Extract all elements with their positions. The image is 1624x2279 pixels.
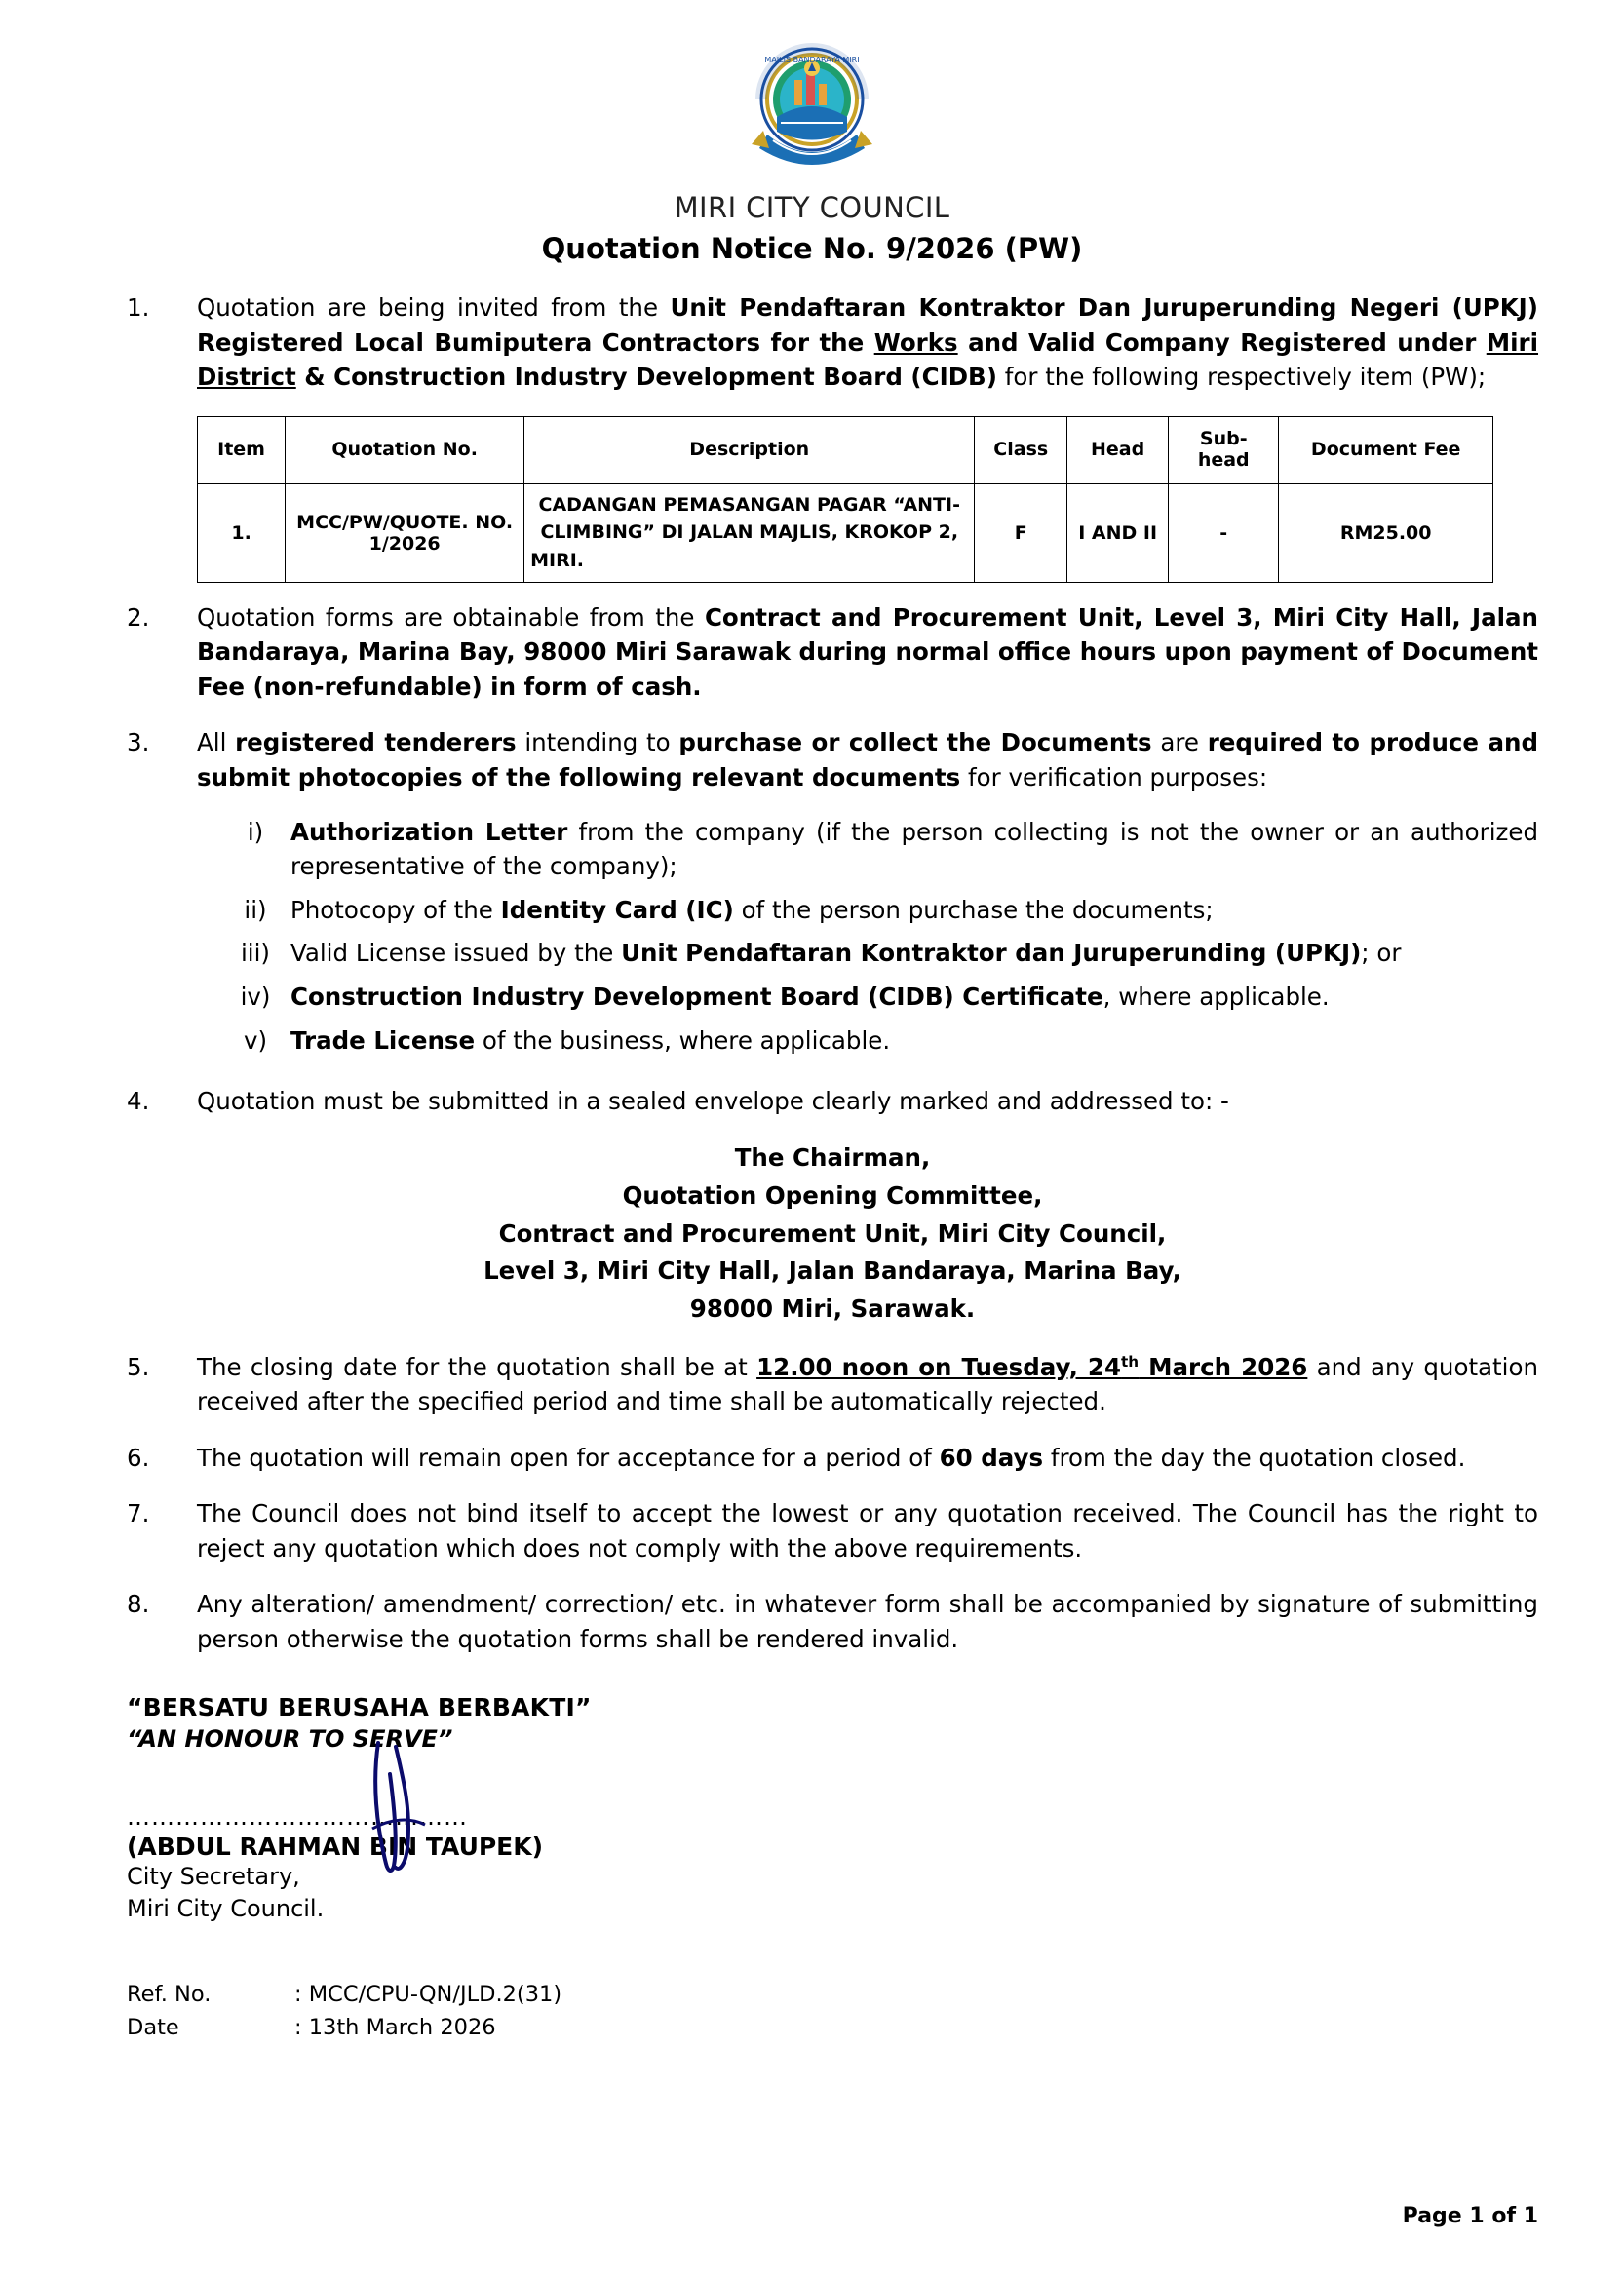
document-header xyxy=(0,191,1624,265)
list-item-text-v: Trade License of the business, where applicable. xyxy=(290,1026,891,1056)
list-item xyxy=(220,981,1538,1015)
motto-line-2: “AN HONOUR TO SERVE” xyxy=(127,1725,453,1754)
clause-7-text: The Council does not bind itself to accept the lowest or any quotation received. The Council has the right to reject any quotation which does not comply with the above requirements. xyxy=(197,1499,1538,1563)
clause-1-text: Quotation are being invited from the Unit Pendaftaran Kontraktor Dan Juruperunding Negeri (UPKJ) Registered Local Bumiputera Contractors for the Works and Valid Company Registered under Miri District & Construction Industry Development Board (CIDB) for the following respectively item (PW); xyxy=(197,293,1539,392)
svg-text:MAJLIS BANDARAYA MIRI: MAJLIS BANDARAYA MIRI xyxy=(764,56,860,64)
submission-address xyxy=(127,1140,1538,1329)
th-subhead: Sub-head xyxy=(1169,416,1279,483)
clause-5-text: The closing date for the quotation shall be at 12.00 noon on Tuesday, 24th March 2026 and any quotation received after the specified period and time shall be automatically rejected. xyxy=(197,1352,1538,1416)
cell-subhead: - xyxy=(1169,483,1279,582)
quotation-table-container xyxy=(197,416,1493,583)
clause-5 xyxy=(127,1350,1538,1419)
reference-row xyxy=(127,1979,1624,2012)
organization-name: MIRI CITY COUNCIL xyxy=(674,191,950,224)
address-line-4: Level 3, Miri City Hall, Jalan Bandaraya, Marina Bay, xyxy=(483,1256,1181,1286)
signatory-name: (ABDUL RAHMAN BIN TAUPEK) xyxy=(127,1833,544,1862)
clause-2-text: Quotation forms are obtainable from the Contract and Procurement Unit, Level 3, Miri City Hall, Jalan Bandaraya, Marina Bay, 98000 Miri Sarawak during normal office hours upon payment of Document Fee (non-refundable) in form of cash. xyxy=(197,602,1538,701)
address-line-1: The Chairman, xyxy=(734,1143,931,1173)
list-item-text-ii: Photocopy of the Identity Card (IC) of the person purchase the documents; xyxy=(290,895,1214,924)
signatory-role-2: Miri City Council. xyxy=(127,1894,325,1922)
clause-4-text: Quotation must be submitted in a sealed envelope clearly marked and addressed to: - xyxy=(197,1086,1229,1115)
th-description: Description xyxy=(524,416,975,483)
th-quotation-no: Quotation No. xyxy=(286,416,524,483)
clause-7-number: 7. xyxy=(127,1499,150,1528)
signature-block xyxy=(127,1803,1624,1924)
clause-3 xyxy=(127,725,1538,794)
address-line-5: 98000 Miri, Sarawak. xyxy=(689,1294,976,1324)
clause-2-number: 2. xyxy=(127,602,150,632)
th-class: Class xyxy=(975,416,1067,483)
list-marker-iii: iii) xyxy=(241,939,270,968)
clause-4 xyxy=(127,1084,1538,1119)
signature-line: …………………………………… xyxy=(127,1803,468,1832)
list-marker-iv: iv) xyxy=(240,983,271,1012)
clause-2 xyxy=(127,600,1538,705)
list-item-text-iii: Valid License issued by the Unit Pendaftaran Kontraktor dan Juruperunding (UPKJ); or xyxy=(290,939,1402,968)
cell-item: 1. xyxy=(198,483,286,582)
cell-quotation-no: MCC/PW/QUOTE. NO. 1/2026 xyxy=(286,483,524,582)
list-item xyxy=(220,816,1538,884)
clause-1-number: 1. xyxy=(127,293,150,322)
table-header-row xyxy=(198,416,1493,483)
th-head: Head xyxy=(1067,416,1169,483)
list-item-text-i: Authorization Letter from the company (if the person collecting is not the owner or an authorized representative of the company); xyxy=(290,818,1538,880)
signatory-role-1: City Secretary, xyxy=(127,1863,300,1891)
list-marker-v: v) xyxy=(243,1026,268,1056)
reference-value: : MCC/CPU-QN/JLD.2(31) xyxy=(294,1982,562,2008)
cell-class: F xyxy=(975,483,1067,582)
clause-6 xyxy=(127,1441,1538,1476)
list-item xyxy=(220,937,1538,971)
reference-block xyxy=(127,1979,1624,2045)
table-row xyxy=(198,483,1493,582)
clause-8 xyxy=(127,1587,1538,1656)
reference-label: Ref. No. xyxy=(127,1982,212,2008)
cell-document-fee: RM25.00 xyxy=(1279,483,1493,582)
document-body xyxy=(127,290,1538,1656)
clause-6-number: 6. xyxy=(127,1443,150,1472)
th-item: Item xyxy=(198,416,286,483)
list-marker-ii: ii) xyxy=(244,895,267,924)
clause-5-number: 5. xyxy=(127,1352,150,1381)
logo-container xyxy=(0,0,1624,185)
date-row xyxy=(127,2012,1624,2045)
list-marker-i: i) xyxy=(247,818,264,847)
address-line-2: Quotation Opening Committee, xyxy=(622,1181,1043,1211)
cell-head: I AND II xyxy=(1067,483,1169,582)
clause-7 xyxy=(127,1496,1538,1565)
date-label: Date xyxy=(127,2014,179,2040)
cell-description: CADANGAN PEMASANGAN PAGAR “ANTI-CLIMBING” DI JALAN MAJLIS, KROKOP 2, MIRI. xyxy=(524,483,975,582)
clause-8-text: Any alteration/ amendment/ correction/ etc. in whatever form shall be accompanied by signature of submitting person otherwise the quotation forms shall be rendered invalid. xyxy=(197,1590,1538,1653)
clause-3-text: All registered tenderers intending to purchase or collect the Documents are required to produce and submit photocopies of the following relevant documents for verification purposes: xyxy=(197,728,1538,792)
clause-3-number: 3. xyxy=(127,728,150,757)
list-item xyxy=(220,1024,1538,1059)
clause-8-number: 8. xyxy=(127,1590,150,1619)
address-line-3: Contract and Procurement Unit, Miri City Council, xyxy=(498,1218,1167,1248)
clause-4-number: 4. xyxy=(127,1086,150,1115)
motto-line-1: “BERSATU BERUSAHA BERBAKTI” xyxy=(127,1693,592,1722)
required-documents-list xyxy=(220,816,1538,1059)
miri-city-council-crest-icon xyxy=(738,33,886,181)
handwritten-signature-icon xyxy=(343,1735,460,1881)
list-item-text-iv: Construction Industry Development Board (CIDB) Certificate, where applicable. xyxy=(290,983,1330,1012)
quotation-table xyxy=(197,416,1493,583)
date-value: : 13th March 2026 xyxy=(294,2014,496,2040)
page-number: Page 1 of 1 xyxy=(1402,2204,1538,2228)
clause-6-text: The quotation will remain open for acceptance for a period of 60 days from the day the quotation closed. xyxy=(197,1443,1466,1472)
list-item xyxy=(220,894,1538,928)
clause-1 xyxy=(127,290,1538,395)
page-title: Quotation Notice No. 9/2026 (PW) xyxy=(541,232,1083,265)
th-document-fee: Document Fee xyxy=(1279,416,1493,483)
